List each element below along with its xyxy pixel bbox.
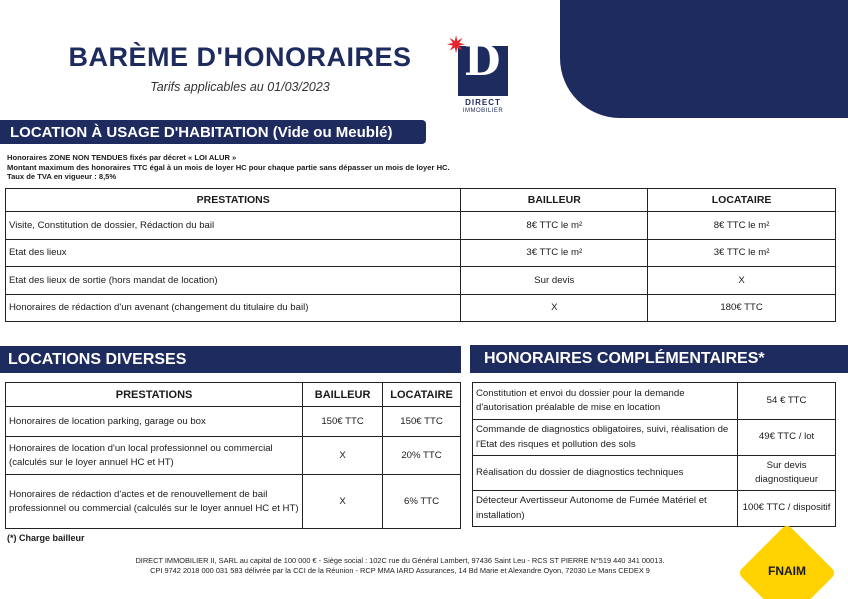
- direct-immobilier-logo: [446, 34, 512, 118]
- col-prestations: PRESTATIONS: [6, 383, 303, 407]
- table-row: [6, 294, 836, 322]
- location-notes: [7, 153, 450, 182]
- row-locataire: 3€ TTC le m²: [648, 239, 836, 267]
- row-price: 49€ TTC / lot: [738, 420, 836, 456]
- location-table: [5, 188, 836, 322]
- section-location-title: LOCATION À USAGE D'HABITATION (Vide ou Meublé): [0, 120, 426, 144]
- note-line: Montant maximum des honoraires TTC égal à un mois de loyer HC pour chaque partie sans dépasser un mois de loyer HC.: [7, 162, 450, 172]
- col-locataire: LOCATAIRE: [383, 383, 461, 407]
- logo-line1: DIRECT: [465, 98, 501, 107]
- table-header-row: [6, 189, 836, 212]
- table-row: [6, 407, 461, 437]
- table-row: [6, 437, 461, 475]
- page-subtitle: Tarifs applicables au 01/03/2023: [150, 80, 330, 94]
- row-locataire: 150€ TTC: [383, 407, 461, 437]
- row-bailleur: Sur devis: [461, 267, 648, 295]
- table-row: [473, 456, 836, 491]
- row-desc: Honoraires de location parking, garage ou box: [6, 407, 303, 437]
- row-desc: Etat des lieux: [6, 239, 461, 267]
- footnote: (*) Charge bailleur: [7, 533, 85, 543]
- row-desc: Honoraires de location d'un local professionnel ou commercial (calculés sur le loyer annuel HC et HT): [6, 437, 303, 475]
- col-prestations: PRESTATIONS: [6, 189, 461, 212]
- footer-line: DIRECT IMMOBILIER II, SARL au capital de 100 000 € - Siège social : 102C rue du Général Lambert, 97436 Saint Leu - RCS ST PIERRE N°519 440 341 00013.: [135, 556, 665, 565]
- note-line: Taux de TVA en vigueur : 8,5%: [7, 172, 117, 181]
- row-desc: Détecteur Avertisseur Autonome de Fumée Matériel et installation): [473, 491, 738, 527]
- logo-d-letter: D: [464, 36, 501, 85]
- row-bailleur: 8€ TTC le m²: [461, 212, 648, 240]
- table-row: [473, 491, 836, 527]
- row-desc: Honoraires de rédaction d'actes et de renouvellement de bail professionnel ou commercial (calculés sur le loyer annuel HC et HT): [6, 475, 303, 529]
- row-bailleur: X: [303, 437, 383, 475]
- logo-line2: IMMOBILIER: [462, 108, 504, 114]
- row-desc: Réalisation du dossier de diagnostics techniques: [473, 456, 738, 491]
- fnaim-logo: [738, 524, 837, 599]
- col-locataire: LOCATAIRE: [648, 189, 836, 212]
- col-bailleur: BAILLEUR: [303, 383, 383, 407]
- fnaim-label: FNAIM: [768, 564, 806, 578]
- table-header-row: [6, 383, 461, 407]
- row-price: 54 € TTC: [738, 383, 836, 420]
- table-row: [6, 267, 836, 295]
- row-price: 100€ TTC / dispositif: [738, 491, 836, 527]
- table-row: [473, 420, 836, 456]
- row-locataire: 8€ TTC le m²: [648, 212, 836, 240]
- header-band: [560, 0, 848, 118]
- row-locataire: X: [648, 267, 836, 295]
- row-desc: Constitution et envoi du dossier pour la demande d'autorisation préalable de mise en location: [473, 383, 738, 420]
- table-row: [6, 475, 461, 529]
- section-diverses-title: LOCATIONS DIVERSES: [0, 346, 461, 373]
- col-bailleur: BAILLEUR: [461, 189, 648, 212]
- note-line: Honoraires ZONE NON TENDUES fixés par décret « LOI ALUR »: [7, 153, 237, 162]
- table-row: [6, 239, 836, 267]
- row-locataire: 6% TTC: [383, 475, 461, 529]
- row-bailleur: X: [303, 475, 383, 529]
- section-complementaires-title: HONORAIRES COMPLÉMENTAIRES*: [470, 345, 848, 373]
- row-locataire: 20% TTC: [383, 437, 461, 475]
- row-bailleur: 150€ TTC: [303, 407, 383, 437]
- row-locataire: 180€ TTC: [648, 294, 836, 322]
- table-row: [6, 212, 836, 240]
- table-row: [473, 383, 836, 420]
- star-icon: ✷: [446, 32, 467, 59]
- legal-footer: [60, 556, 740, 576]
- row-desc: Commande de diagnostics obligatoires, suivi, réalisation de l'Etat des risques et pollution des sols: [473, 420, 738, 456]
- row-price: Sur devis diagnostiqueur: [738, 456, 836, 491]
- row-desc: Etat des lieux de sortie (hors mandat de location): [6, 267, 461, 295]
- complementaires-table: [472, 382, 836, 527]
- page-title: BARÈME D'HONORAIRES: [68, 42, 412, 72]
- row-bailleur: 3€ TTC le m²: [461, 239, 648, 267]
- row-desc: Visite, Constitution de dossier, Rédaction du bail: [6, 212, 461, 240]
- row-bailleur: X: [461, 294, 648, 322]
- footer-line: CPI 9742 2018 000 031 583 délivrée par la CCI de la Réunion - RCP MMA IARD Assurances, 14 Bd Marie et Alexandre Oyon, 72030 Le Mans CEDEX 9: [150, 566, 650, 575]
- row-desc: Honoraires de rédaction d'un avenant (changement du titulaire du bail): [6, 294, 461, 322]
- diverses-table: [5, 382, 461, 529]
